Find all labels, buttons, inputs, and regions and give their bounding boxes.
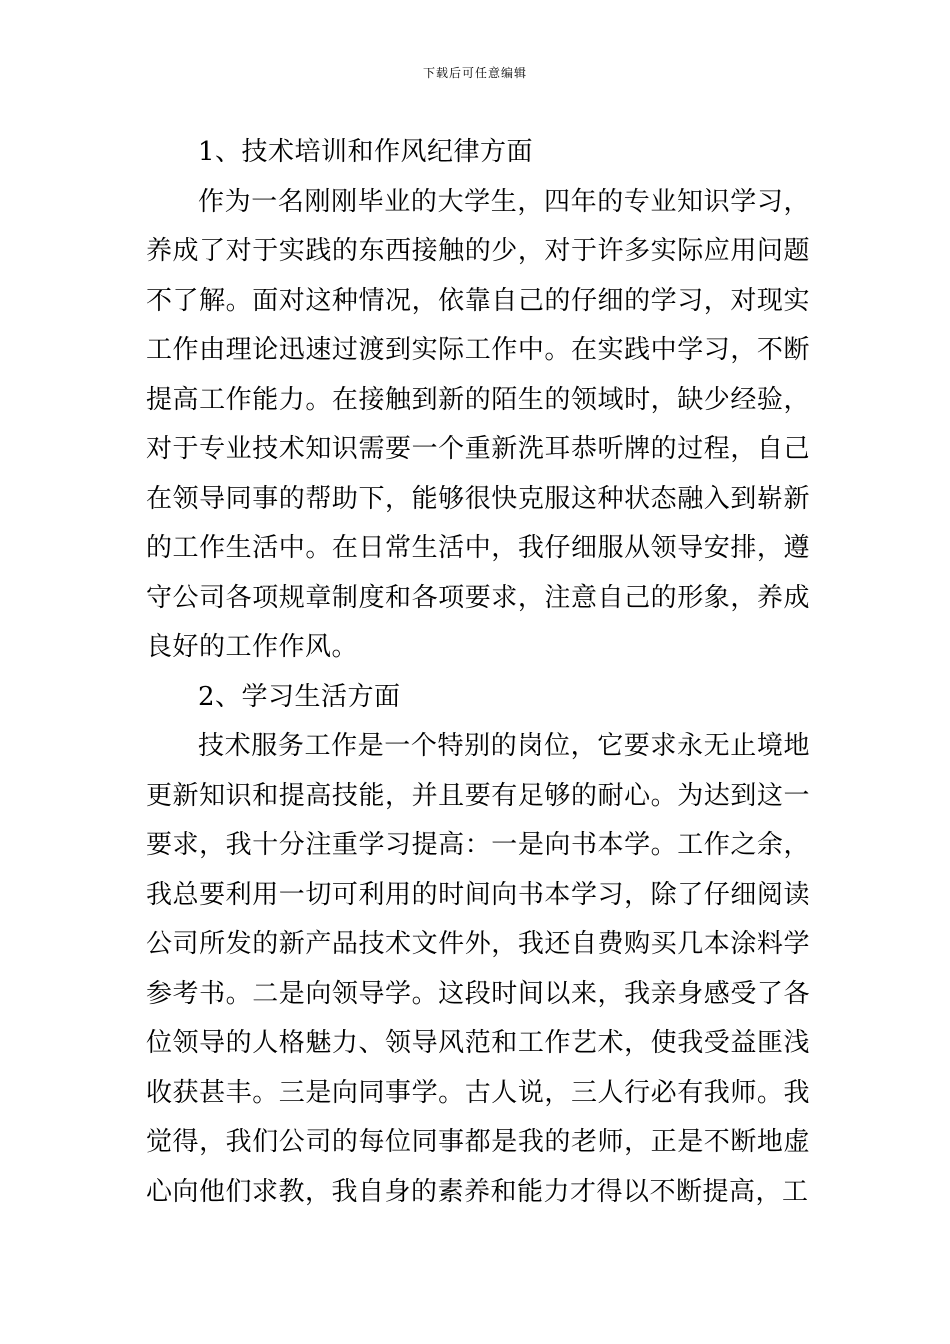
- section-heading-1: 1、技术培训和作风纪律方面: [198, 137, 534, 167]
- paragraph-2: 技术服务工作是一个特别的岗位，它要求永无止境地更新知识和提高技能，并且要有足够的耐心。为达到这一要求，我十分注重学习提高：一是向书本学。工作之余，我总要利用一切可利用的时间向书本学习，除了仔细阅读公司所发的新产品技术文件外，我还自费购买几本涂料学参考书。二是向领导学。这段时间以来，我亲身感受了各位领导的人格魅力、领导风范和工作艺术，使我受益匪浅收获甚丰。三是向同事学。古人说，三人行必有我师。我觉得，我们公司的每位同事都是我的老师，正是不断地虚心向他们求教，我自身的素养和能力才得以不断提高，工: [146, 731, 810, 1207]
- document-body: [146, 128, 810, 1217]
- paragraph-1: 作为一名刚刚毕业的大学生，四年的专业知识学习，养成了对于实践的东西接触的少，对于许多实际应用问题不了解。面对这种情况，依靠自己的仔细的学习，对现实工作由理论迅速过渡到实际工作中。在实践中学习，不断提高工作能力。在接触到新的陌生的领域时，缺少经验，对于专业技术知识需要一个重新洗耳恭听牌的过程，自己在领导同事的帮助下，能够很快克服这种状态融入到崭新的工作生活中。在日常生活中，我仔细服从领导安排，遵守公司各项规章制度和各项要求，注意自己的形象，养成良好的工作作风。: [146, 186, 810, 662]
- page-header: 下载后可任意编辑: [422, 66, 527, 80]
- section-heading-2: 2、学习生活方面: [198, 681, 401, 712]
